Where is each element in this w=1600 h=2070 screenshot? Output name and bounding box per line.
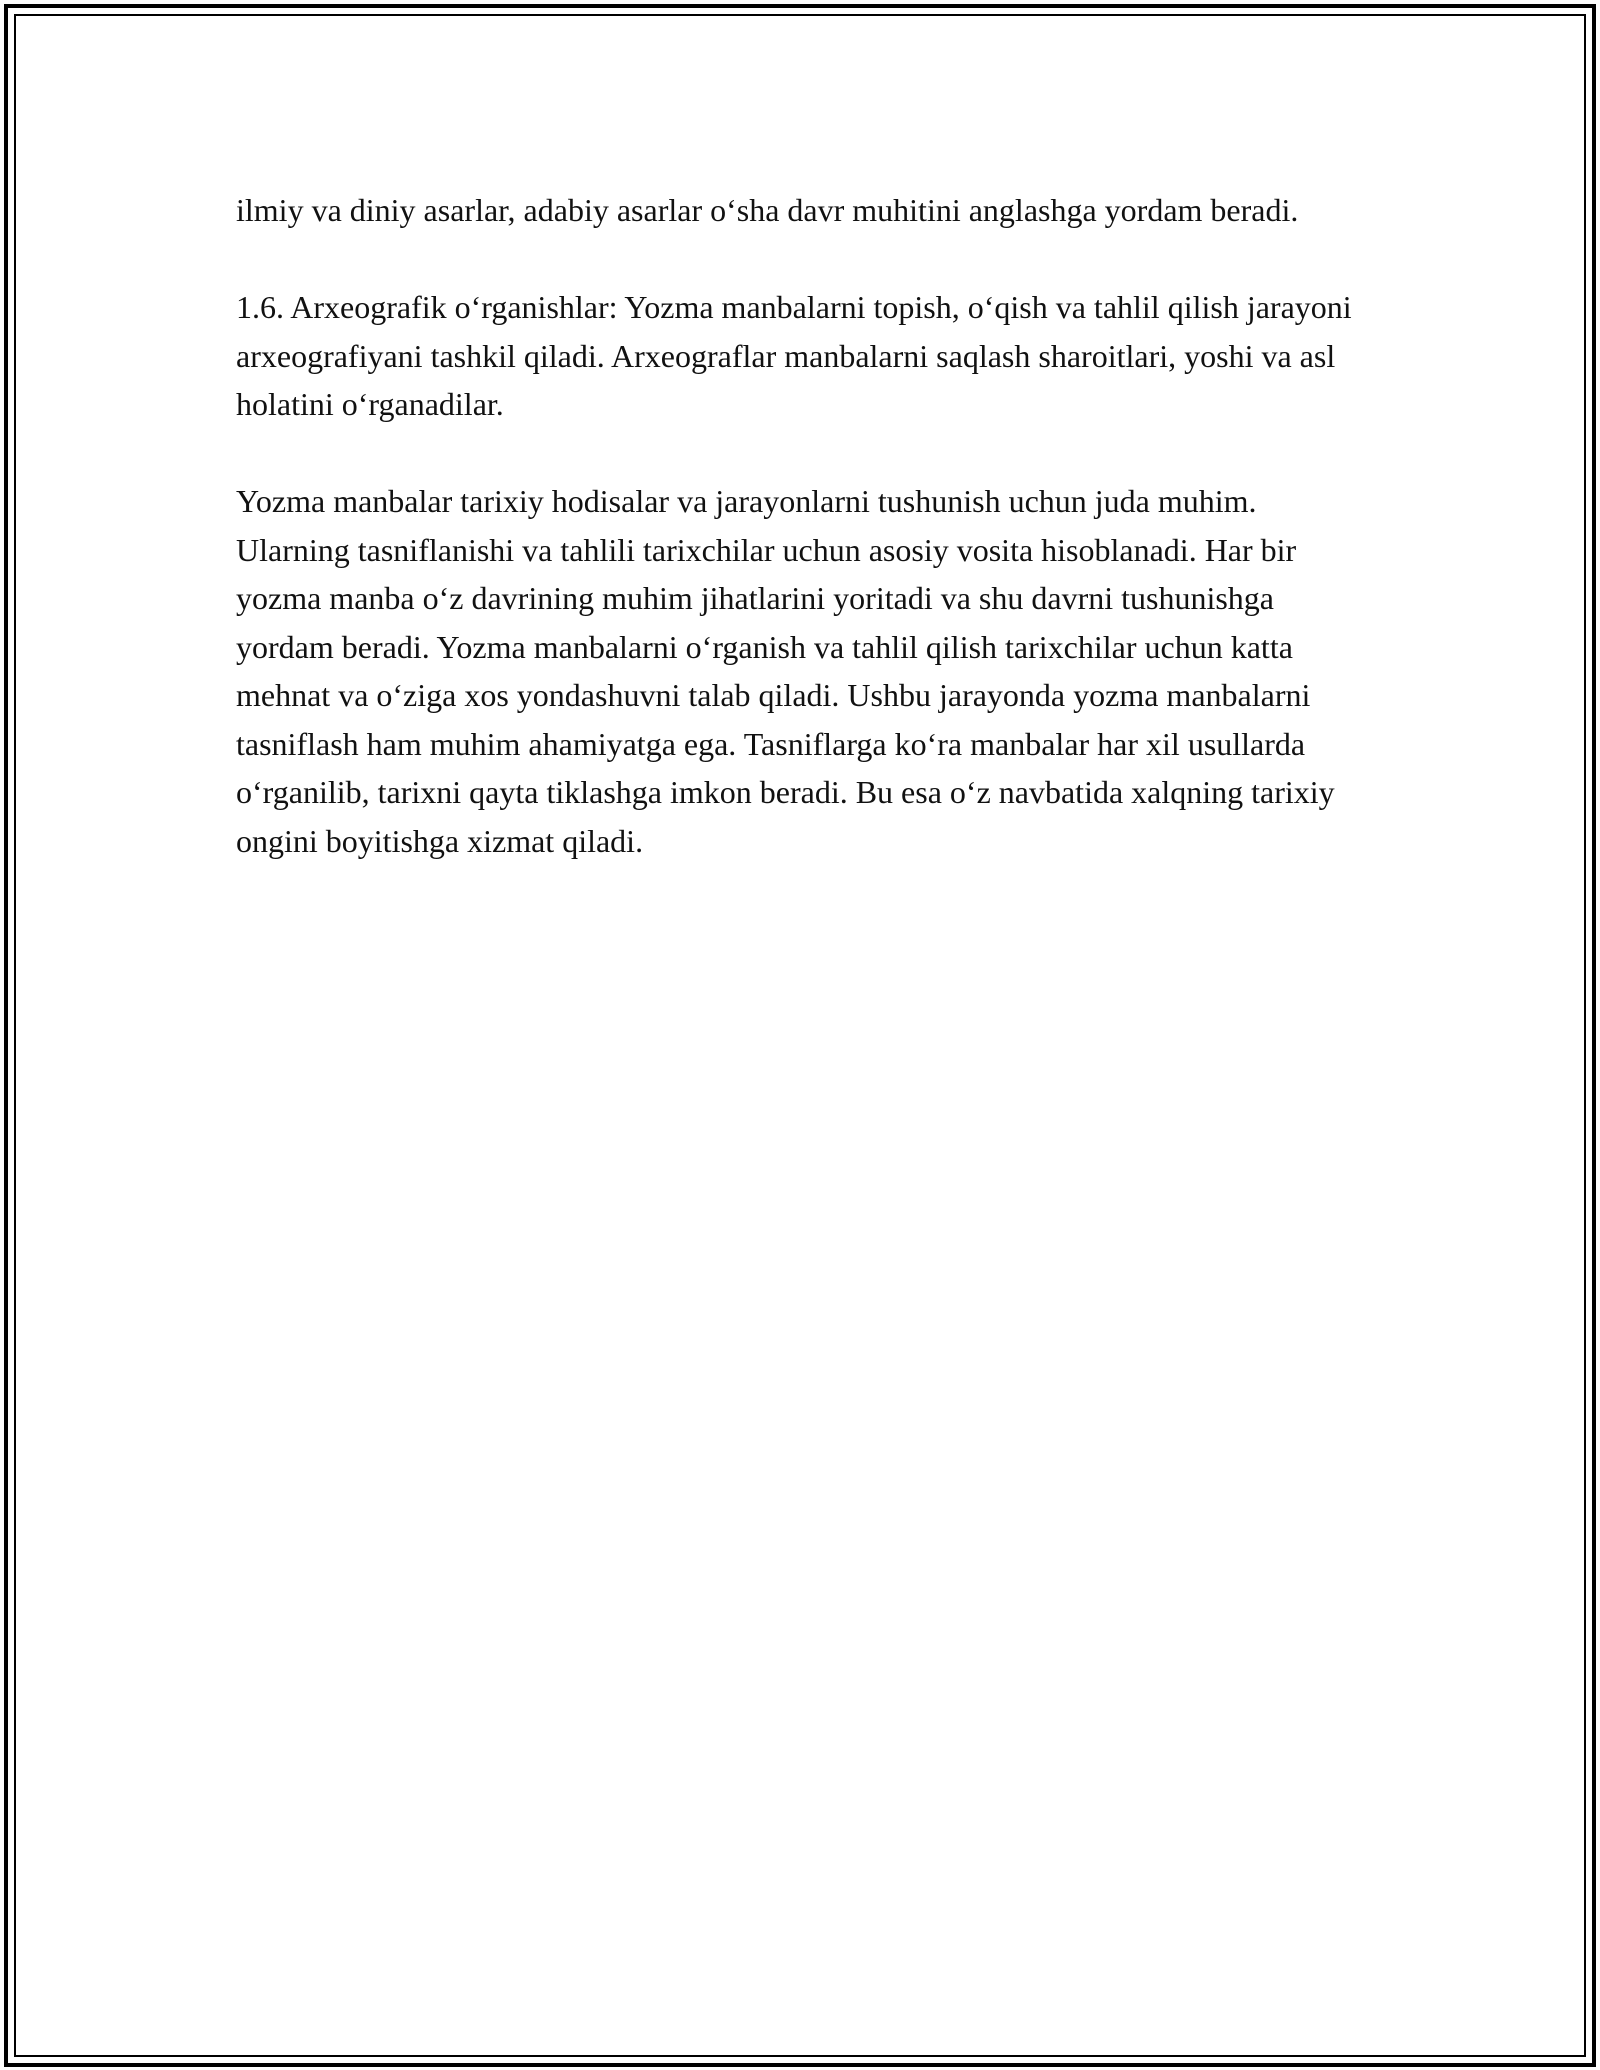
paragraph-archeography: 1.6. Arxeografik o‘rganishlar: Yozma manbalarni topish, o‘qish va tahlil qilish jarayoni arxeografiyani tashkil qiladi. Arxeograflar manbalarni saqlash sharoitlari, yoshi va asl holatini o‘rganadilar. xyxy=(236,289,1352,422)
paragraph-conclusion: Yozma manbalar tarixiy hodisalar va jarayonlarni tushunish uchun juda muhim. Ularning tasniflanishi va tahlili tarixchilar uchun asosiy vosita hisoblanadi. Har bir yozma manba o‘z davrining muhim jihatlarini yoritadi va shu davrni tushunishga yordam beradi. Yozma manbalarni o‘rganish va tahlil qilish tarixchilar uchun katta mehnat va o‘ziga xos yondashuvni talab qiladi. Ushbu jarayonda yozma manbalarni tasniflash ham muhim ahamiyatga ega. Tasniflarga ko‘ra manbalar har xil usullarda o‘rganilib, tarixni qayta tiklashga imkon beradi. Bu esa o‘z navbatida xalqning tarixiy ongini boyitishga xizmat qiladi. xyxy=(236,483,1335,859)
paragraph-continuation: ilmiy va diniy asarlar, adabiy asarlar o‘sha davr muhitini anglashga yordam beradi. xyxy=(236,192,1299,228)
document-body xyxy=(236,186,1376,914)
